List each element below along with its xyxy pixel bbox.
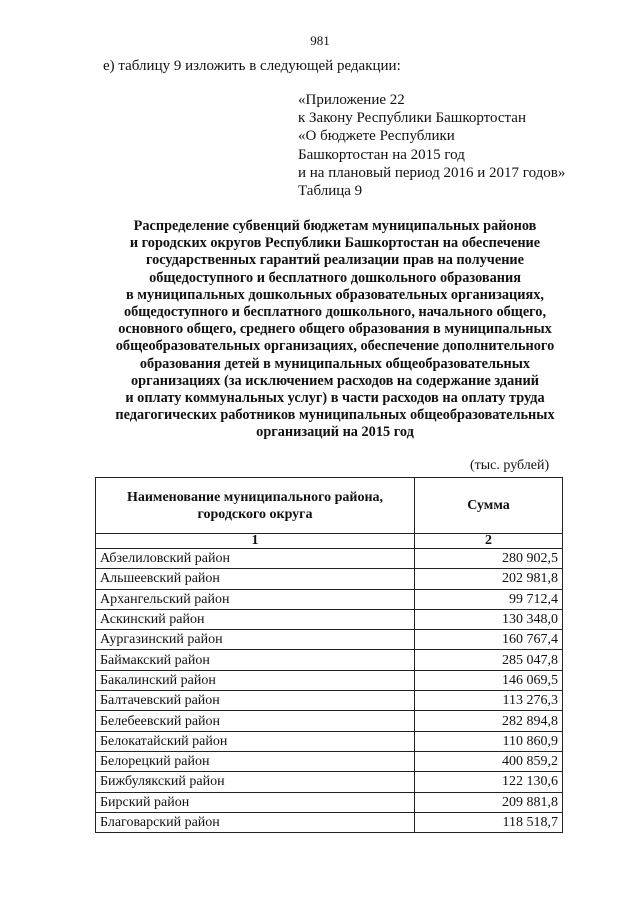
district-name: Баймакский район bbox=[96, 650, 415, 670]
title-line: государственных гарантий реализации прав на получение bbox=[145, 252, 525, 269]
table-row bbox=[96, 812, 563, 832]
column-number: 1 bbox=[96, 534, 415, 549]
sum-value: 146 069,5 bbox=[415, 670, 563, 690]
sum-value: 118 518,7 bbox=[415, 812, 563, 832]
title-line: общедоступного и бесплатного дошкольного, начального общего, bbox=[123, 304, 547, 321]
table-row bbox=[96, 630, 563, 650]
district-name: Аургазинский район bbox=[96, 630, 415, 650]
table-header-row bbox=[96, 478, 563, 534]
title-line: и городских округов Республики Башкортостан на обеспечение bbox=[129, 235, 541, 252]
header-name-line: Наименование муниципального района, bbox=[126, 489, 384, 505]
district-name: Бирский район bbox=[96, 792, 415, 812]
district-name: Бакалинский район bbox=[96, 670, 415, 690]
district-name: Альшеевский район bbox=[96, 569, 415, 589]
table-row bbox=[96, 589, 563, 609]
appendix-line: Башкортостан на 2015 год bbox=[298, 146, 465, 163]
table-row bbox=[96, 792, 563, 812]
district-name: Архангельский район bbox=[96, 589, 415, 609]
district-name: Белорецкий район bbox=[96, 751, 415, 771]
instruction-text: е) таблицу 9 изложить в следующей редакции: bbox=[103, 58, 401, 74]
sum-value: 209 881,8 bbox=[415, 792, 563, 812]
district-name: Белебеевский район bbox=[96, 711, 415, 731]
sum-value: 99 712,4 bbox=[415, 589, 563, 609]
sum-value: 400 859,2 bbox=[415, 751, 563, 771]
title-line: в муниципальных дошкольных образовательных организациях, bbox=[126, 286, 544, 303]
table-row bbox=[96, 650, 563, 670]
appendix-line: к Закону Республики Башкортостан bbox=[298, 110, 526, 127]
title-line: организаций на 2015 год bbox=[256, 424, 414, 441]
header-name-line: городского округа bbox=[197, 506, 313, 522]
table-row bbox=[96, 609, 563, 629]
appendix-line: Таблица 9 bbox=[298, 183, 363, 200]
header-name-cell bbox=[96, 478, 415, 534]
district-name: Благоварский район bbox=[96, 812, 415, 832]
district-name: Аскинский район bbox=[96, 609, 415, 629]
subventions-table bbox=[95, 477, 563, 833]
table-row bbox=[96, 731, 563, 751]
title-line: образования детей в муниципальных общеобразовательных bbox=[139, 355, 531, 372]
district-name: Бижбулякский район bbox=[96, 772, 415, 792]
table-row bbox=[96, 549, 563, 569]
district-name: Балтачевский район bbox=[96, 691, 415, 711]
district-name: Абзелиловский район bbox=[96, 549, 415, 569]
sum-value: 113 276,3 bbox=[415, 691, 563, 711]
sum-value: 122 130,6 bbox=[415, 772, 563, 792]
title-line: общедоступного и бесплатного дошкольного образования bbox=[149, 269, 521, 286]
sum-value: 110 860,9 bbox=[415, 731, 563, 751]
appendix-line: «Приложение 22 bbox=[298, 92, 405, 108]
title-line: основного общего, среднего общего образования в муниципальных bbox=[118, 321, 552, 338]
units-label: (тыс. рублей) bbox=[470, 458, 550, 473]
title-line: организациях (за исключением расходов на содержание зданий bbox=[130, 372, 539, 389]
table-row bbox=[96, 751, 563, 771]
title-line: и оплату коммунальных услуг) в части расходов на оплату труда bbox=[125, 390, 545, 407]
title-line: педагогических работников муниципальных общеобразовательных bbox=[115, 407, 555, 424]
sum-value: 280 902,5 bbox=[415, 549, 563, 569]
title-line: общеобразовательных организациях, обеспечение дополнительного bbox=[115, 338, 555, 355]
table-row bbox=[96, 772, 563, 792]
page-number: 981 bbox=[310, 33, 330, 48]
table-row bbox=[96, 691, 563, 711]
sum-value: 130 348,0 bbox=[415, 609, 563, 629]
district-name: Белокатайский район bbox=[96, 731, 415, 751]
table-row bbox=[96, 711, 563, 731]
column-number: 2 bbox=[415, 534, 563, 549]
sum-value: 160 767,4 bbox=[415, 630, 563, 650]
appendix-line: «О бюджете Республики bbox=[298, 128, 455, 145]
title-line: Распределение субвенций бюджетам муниципальных районов bbox=[133, 218, 537, 234]
appendix-reference bbox=[298, 91, 565, 200]
column-number-row bbox=[96, 534, 563, 549]
appendix-line: и на плановый период 2016 и 2017 годов» bbox=[298, 164, 566, 181]
table-title bbox=[90, 218, 580, 442]
table-row bbox=[96, 569, 563, 589]
header-sum-cell: Сумма bbox=[415, 478, 563, 534]
sum-value: 285 047,8 bbox=[415, 650, 563, 670]
sum-value: 282 894,8 bbox=[415, 711, 563, 731]
table-row bbox=[96, 670, 563, 690]
sum-value: 202 981,8 bbox=[415, 569, 563, 589]
